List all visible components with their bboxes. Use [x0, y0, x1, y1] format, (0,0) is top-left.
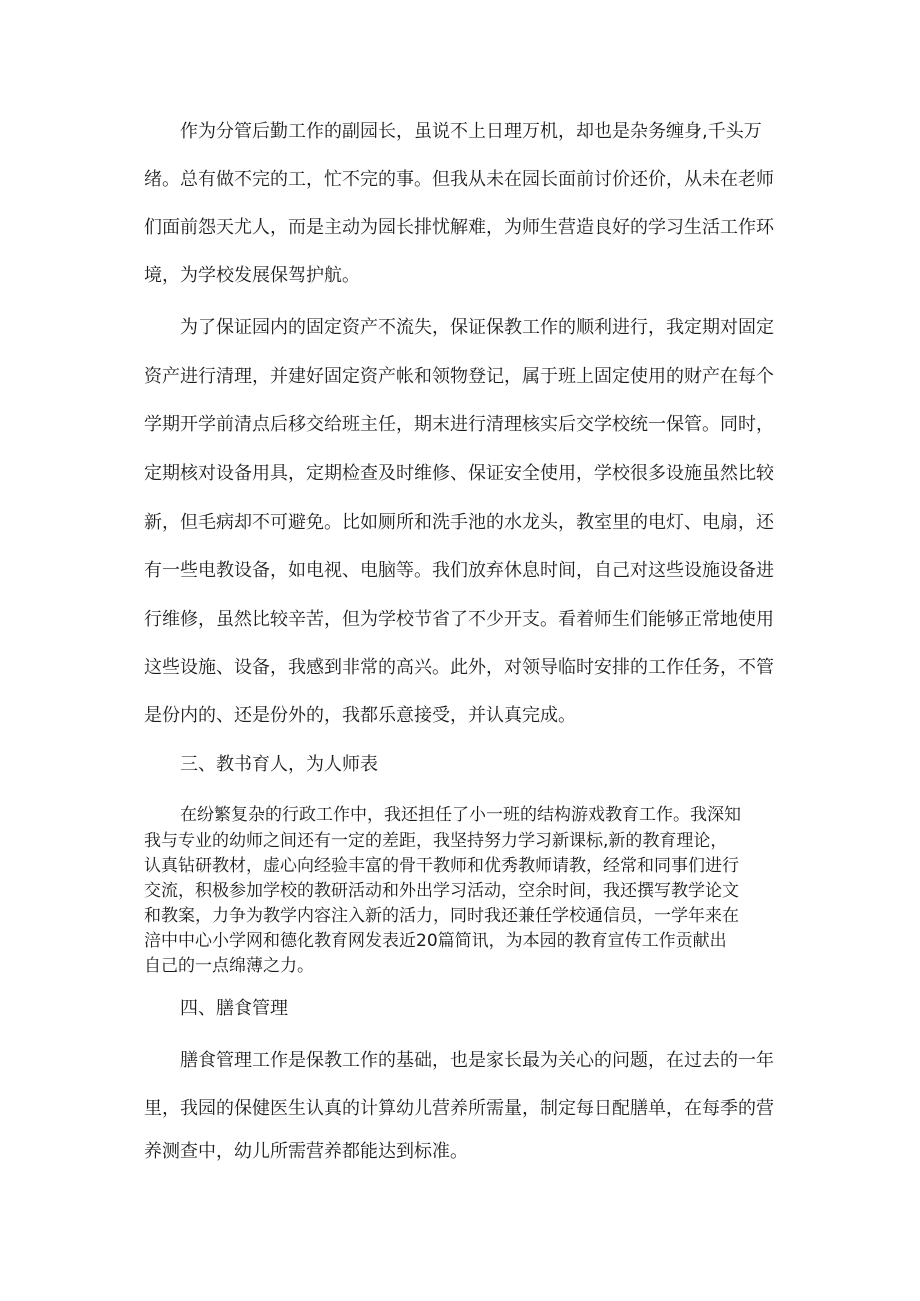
- paragraph-1-line-2: 绪。总有做不完的工，忙不完的事。但我从未在园长面前讨价还价，从未在老师: [144, 169, 774, 190]
- paragraph-4-line-1: 膳食管理工作是保教工作的基础，也是家长最为关心的问题，在过去的一年: [180, 1050, 774, 1071]
- paragraph-1-line-4: 境，为学校发展保驾护航。: [144, 265, 360, 286]
- paragraph-1-line-3: 们面前怨天尤人，而是主动为园长排忧解难，为师生营造良好的学习生活工作环: [144, 217, 774, 238]
- paragraph-2-line-2: 资产进行清理，并建好固定资产帐和领物登记，属于班上固定使用的财产在每个: [144, 366, 774, 387]
- section-heading-4: 四、膳食管理: [180, 998, 288, 1019]
- paragraph-2-line-8: 这些设施、设备，我感到非常的高兴。此外，对领导临时安排的工作任务，不管: [144, 657, 774, 678]
- paragraph-2-line-3: 学期开学前清点后移交给班主任，期末进行清理核实后交学校统一保管。同时，: [144, 414, 774, 435]
- paragraph-2-line-5: 新，但毛病却不可避免。比如厕所和洗手池的水龙头，教室里的电灯、电扇，还: [144, 512, 774, 533]
- paragraph-1-line-1: 作为分管后勤工作的副园长，虽说不上日理万机，却也是杂务缠身,千头万: [180, 121, 762, 142]
- paragraph-4-line-2: 里，我园的保健医生认真的计算幼儿营养所需量，制定每日配膳单，在每季的营: [144, 1098, 774, 1119]
- paragraph-3-line-5: 和教案，力争为教学内容注入新的活力，同时我还兼任学校通信员，一学年来在: [144, 906, 739, 926]
- paragraph-3-line-3: 认真钻研教材，虚心向经验丰富的骨干教师和优秀教师请教，经常和同事们进行: [144, 856, 739, 876]
- paragraph-3-line-7: 自己的一点绵薄之力。: [144, 956, 314, 976]
- paragraph-2-line-9: 是份内的、还是份外的，我都乐意接受，并认真完成。: [144, 705, 576, 726]
- section-heading-3: 三、教书育人，为人师表: [180, 754, 378, 775]
- paragraph-4-line-3: 养测查中，幼儿所需营养都能达到标准。: [144, 1141, 468, 1162]
- paragraph-2-line-4: 定期核对设备用具，定期检查及时维修、保证安全使用，学校很多设施虽然比较: [144, 463, 774, 484]
- paragraph-3-line-2: 我与专业的幼师之间还有一定的差距，我坚持努力学习新课标,新的教育理论，: [144, 831, 728, 851]
- paragraph-2-line-6: 有一些电教设备，如电视、电脑等。我们放弃休息时间，自己对这些设施设备进: [144, 560, 774, 581]
- paragraph-3-line-4: 交流，积极参加学校的教研活动和外出学习活动，空余时间，我还撰写教学论文: [144, 881, 739, 901]
- paragraph-3-line-1: 在纷繁复杂的行政工作中，我还担任了小一班的结构游戏教育工作。我深知: [180, 805, 741, 825]
- paragraph-2-line-7: 行维修，虽然比较辛苦，但为学校节省了不少开支。看着师生们能够正常地使用: [144, 609, 774, 630]
- paragraph-2-line-1: 为了保证园内的固定资产不流失，保证保教工作的顺利进行，我定期对固定: [180, 317, 774, 338]
- paragraph-3-line-6: 涪中中心小学网和德化教育网发表近20篇简讯，为本园的教育宣传工作贡献出: [144, 931, 727, 951]
